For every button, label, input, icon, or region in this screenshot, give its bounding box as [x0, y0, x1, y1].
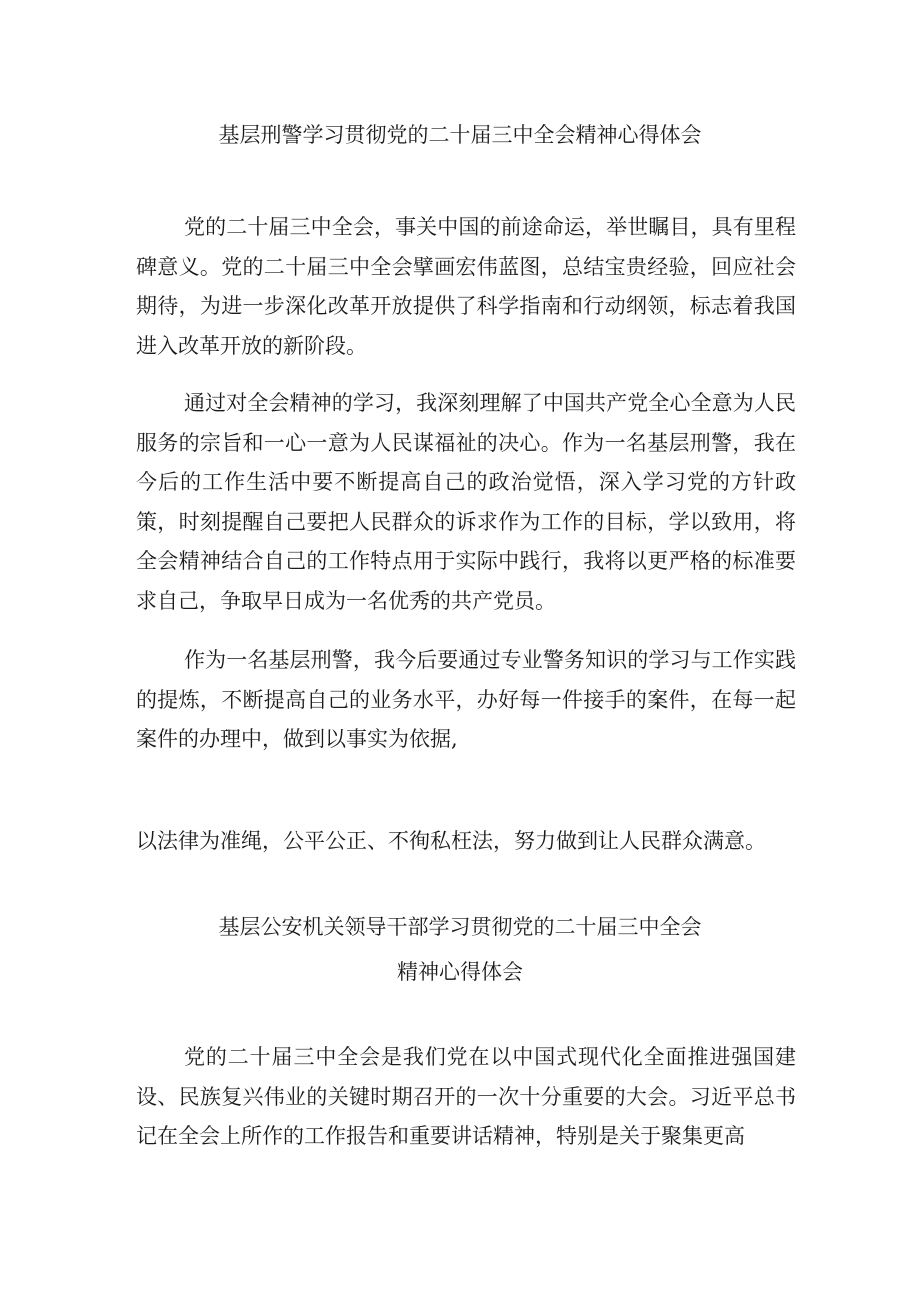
article-2-title-line-1: 基层公安机关领导干部学习贯彻党的二十届三中全会 — [218, 915, 702, 939]
article-1-title: 基层刑警学习贯彻党的二十届三中全会精神心得体会 — [218, 123, 702, 147]
article-1-paragraph-3: 作为一名基层刑警，我今后要通过专业警务知识的学习与工作实践的提炼，不断提高自己的业务水平，办好每一件接手的案件，在每一起案件的办理中，做到以事实为依据, — [136, 648, 796, 752]
article-2-title-line-2: 精神心得体会 — [397, 960, 523, 984]
article-1-paragraph-2: 通过对全会精神的学习，我深刻理解了中国共产党全心全意为人民服务的宗旨和一心一意为人民谋福祉的决心。作为一名基层刑警，我在今后的工作生活中要不断提高自己的政治觉悟，深入学习党的方针政策，时刻提醒自己要把人民群众的诉求作为工作的目标，学以致用，将全会精神结合自己的工作特点用于实际中践行，我将以更严格的标准要求自己，争取早日成为一名优秀的共产党员。 — [136, 391, 796, 613]
article-2-paragraph-1: 党的二十届三中全会是我们党在以中国式现代化全面推进强国建设、民族复兴伟业的关键时期召开的一次十分重要的大会。习近平总书记在全会上所作的工作报告和重要讲话精神，特别是关于聚集更高 — [136, 1045, 796, 1149]
article-1-paragraph-1: 党的二十届三中全会，事关中国的前途命运，举世瞩目，具有里程碑意义。党的二十届三中全会擘画宏伟蓝图，总结宝贵经验，回应社会期待，为进一步深化改革开放提供了科学指南和行动纲领，标志着我国进入改革开放的新阶段。 — [136, 215, 796, 358]
article-1-paragraph-4: 以法律为准绳，公平公正、不徇私枉法，努力做到让人民群众满意。 — [136, 829, 766, 853]
